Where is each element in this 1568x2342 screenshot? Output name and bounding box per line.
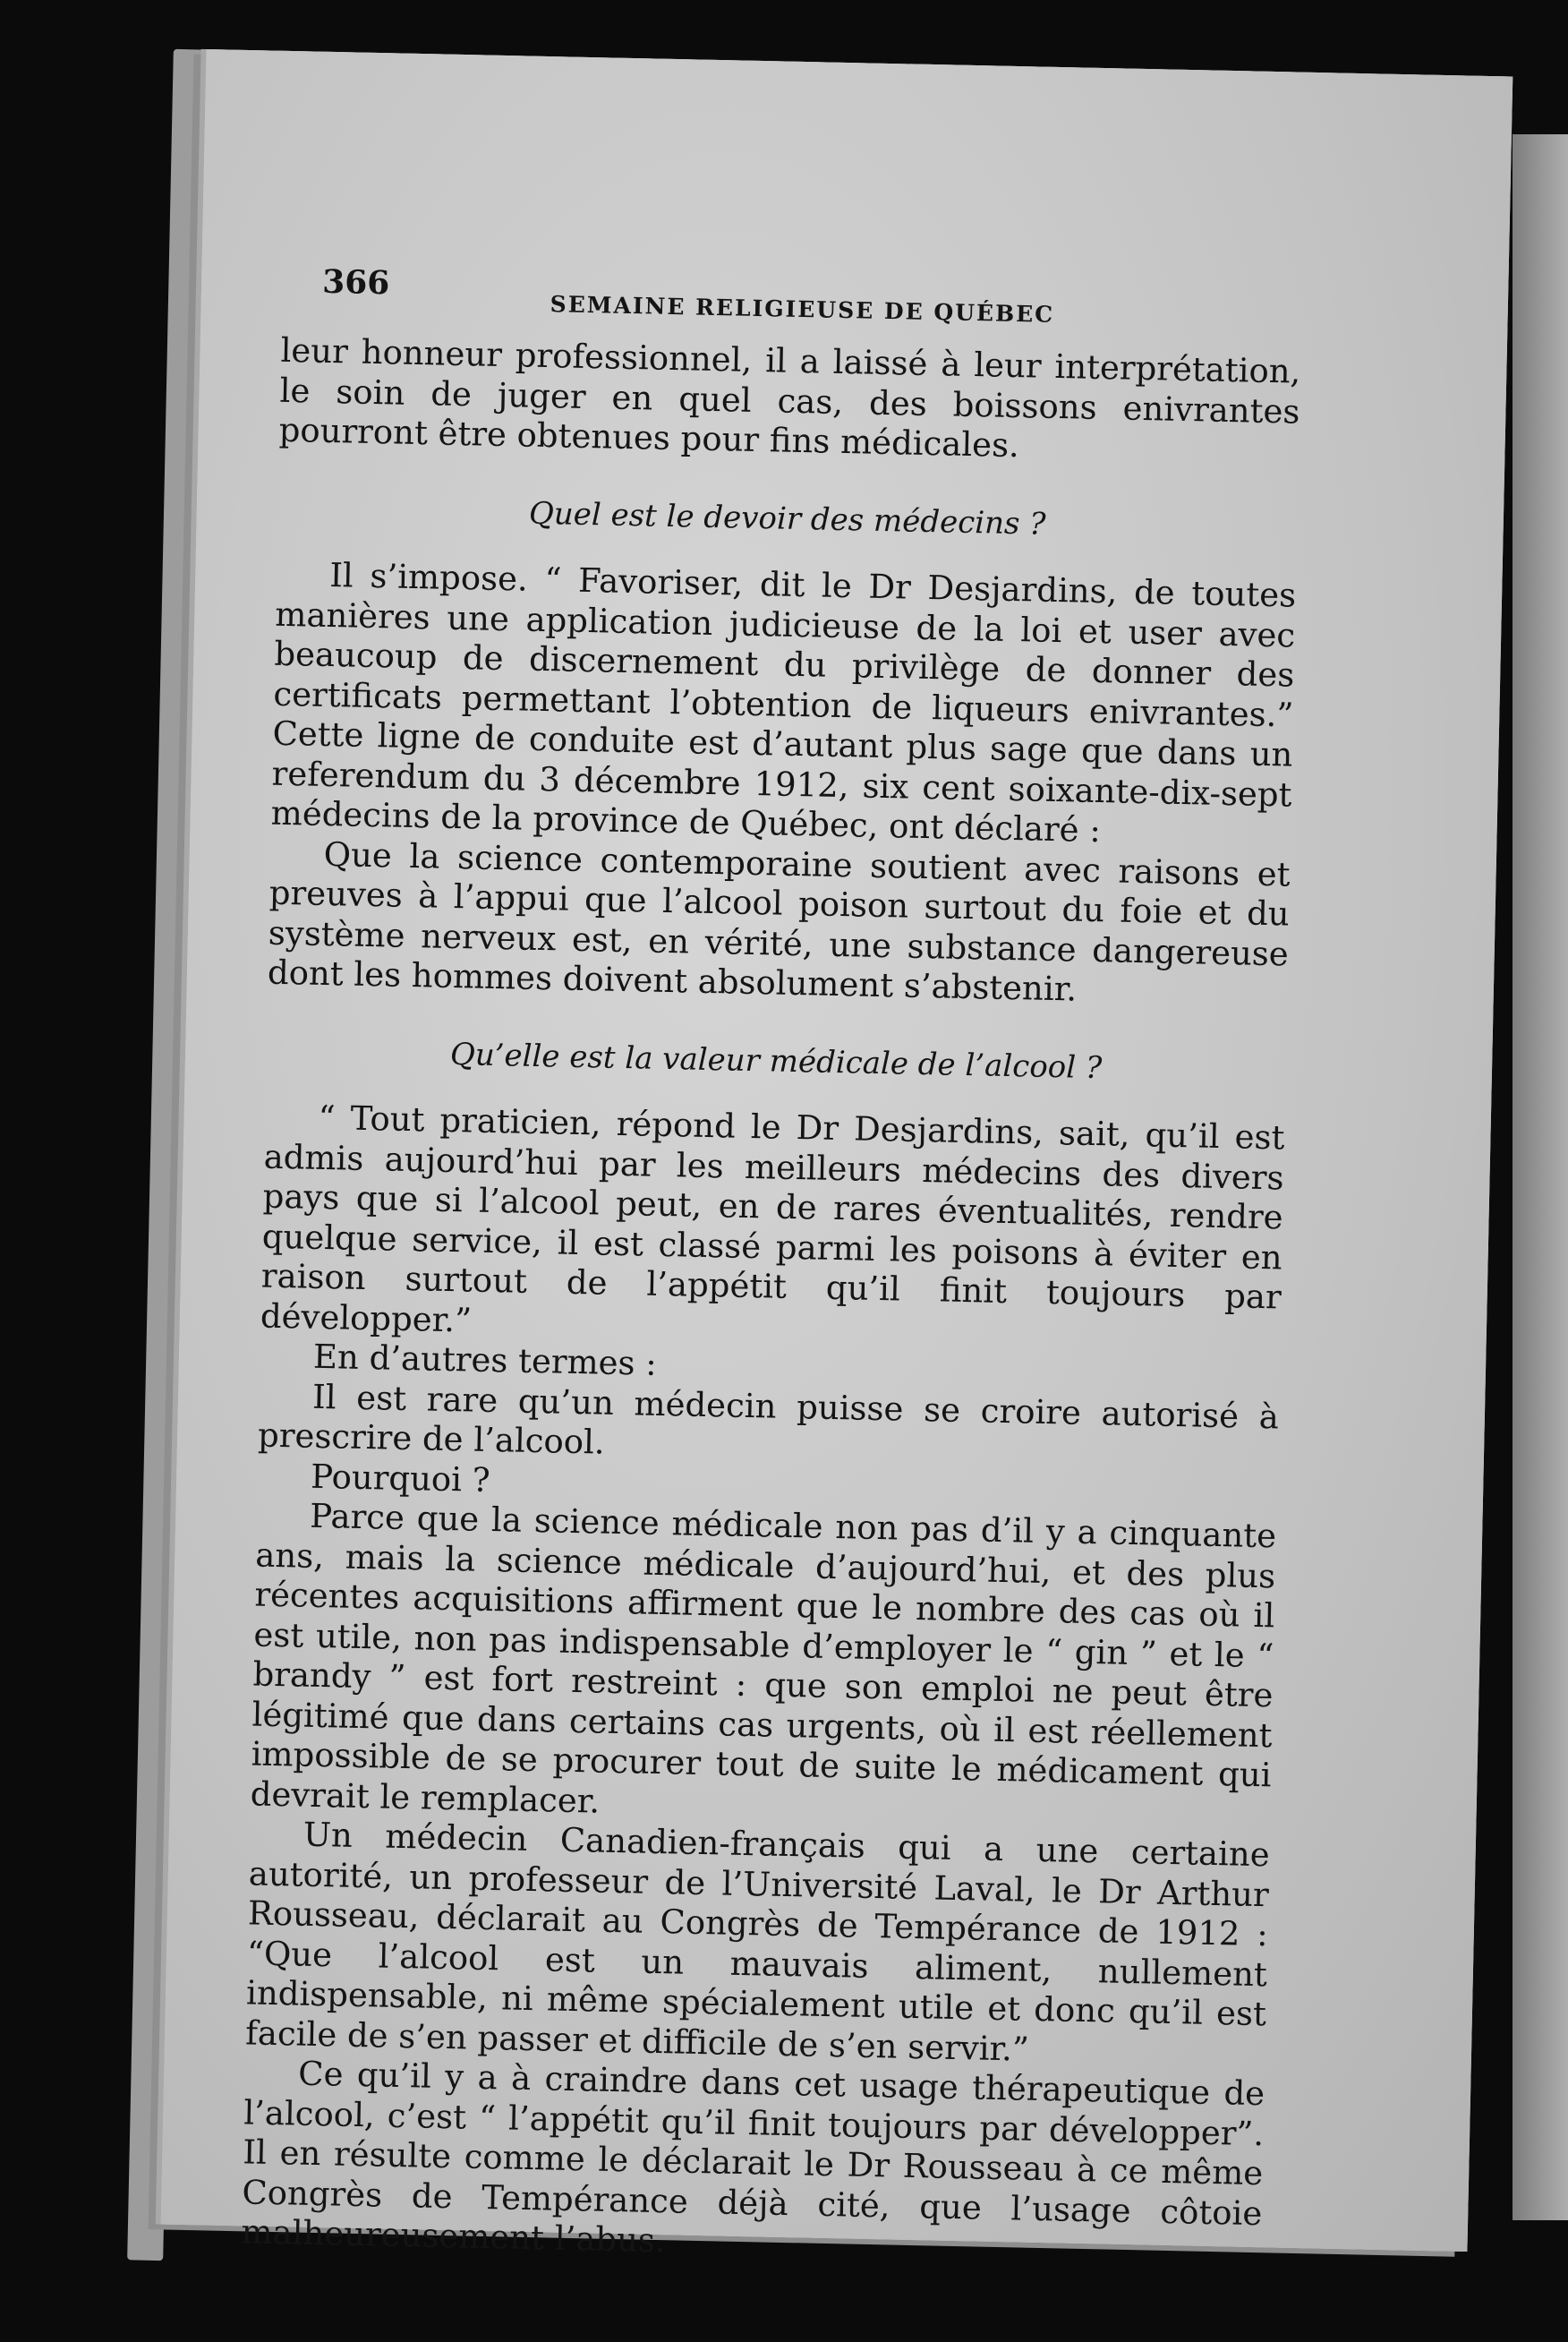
section-heading: Qu’elle est la valeur médicale de l’alcool ? — [449, 1036, 1103, 1086]
running-head: SEMAINE RELIGIEUSE DE QUÉBEC — [550, 291, 1055, 328]
paragraph: Ce qu’il y a à craindre dans cet usage thérapeutique de l’alcool, c’est “ l’appétit qu’il finit toujours par développer”. Il en résulte comme le déclarait le Dr Rousseau à ce même Congrès de Tempérance déjà cité, que l’usage côtoie malheureusement l’abus. — [241, 2054, 1265, 2261]
paragraph: Parce que la science médicale non pas d’il y a cinquante ans, mais la science médicale d’aujourd’hui, et des plus récentes acquisitions affirment que le nombre des cas où il est utile, non pas indispensable d’employer le “ gin ” et le “ brandy ” est fort restreint : que son emploi ne peut être légitimé que dans certains cas urgents, où il est réellement impossible de se procurer tout de suite le médicament qui devrait le remplacer. — [250, 1496, 1277, 1821]
book-page — [161, 49, 1513, 2261]
paragraph: “ Tout praticien, répond le Dr Desjardins, sait, qu’il est admis aujourd’hui par les meilleurs médecins des divers pays que si l’alcool peut, en de rares éventualités, rendre quelque service, il est classé parmi les poisons à éviter en raison surtout de l’appétit qu’il finit toujours par développer.” — [260, 1098, 1285, 1339]
page-header — [281, 261, 1302, 346]
paragraph: Pourquoi ? — [310, 1457, 491, 1500]
paragraph: leur honneur professionnel, il a laissé à leur interprétation, le soin de juger en quel cas, des boissons enivrantes pourront être obtenues pour fins médicales. — [278, 330, 1301, 466]
section-heading: Quel est le devoir des médecins ? — [528, 495, 1046, 543]
paragraph: Il est rare qu’un médecin puisse se croire autorisé à prescrire de l’alcool. — [257, 1377, 1280, 1462]
paragraph: Un médecin Canadien-français qui a une certaine autorité, un professeur de l’Université Laval, le Dr Arthur Rousseau, déclarait au Congrès de Tempérance de 1912 : “Que l’alcool est un mauvais aliment, nullement indispensable, ni même spécialement utile et donc qu’il est facile de s’en passer et difficile de s’en servir.” — [244, 1815, 1271, 2069]
paragraph: En d’autres termes : — [312, 1337, 658, 1383]
paragraph: Il s’impose. “ Favoriser, dit le Dr Desjardins, de toutes manières une application judicieuse de la loi et user avec beaucoup de discernement du privilège de donner des certificats permettant l’obtention de liqueurs enivrantes.” Cette ligne de conduite est d’autant plus sage que dans un referendum du 3 décembre 1912, six cent soixante-dix-sept médecins de la province de Québec, ont déclaré : — [270, 555, 1297, 850]
page-content — [241, 261, 1302, 2274]
paragraph: Que la science contemporaine soutient avec raisons et preuves à l’appui que l’alcool poison surtout du foie et du système nerveux est, en vérité, une substance dangereuse dont les hommes doivent absolument s’abstenir. — [267, 834, 1291, 1009]
page-number: 366 — [321, 262, 390, 303]
facing-page-edge — [1513, 134, 1568, 2220]
